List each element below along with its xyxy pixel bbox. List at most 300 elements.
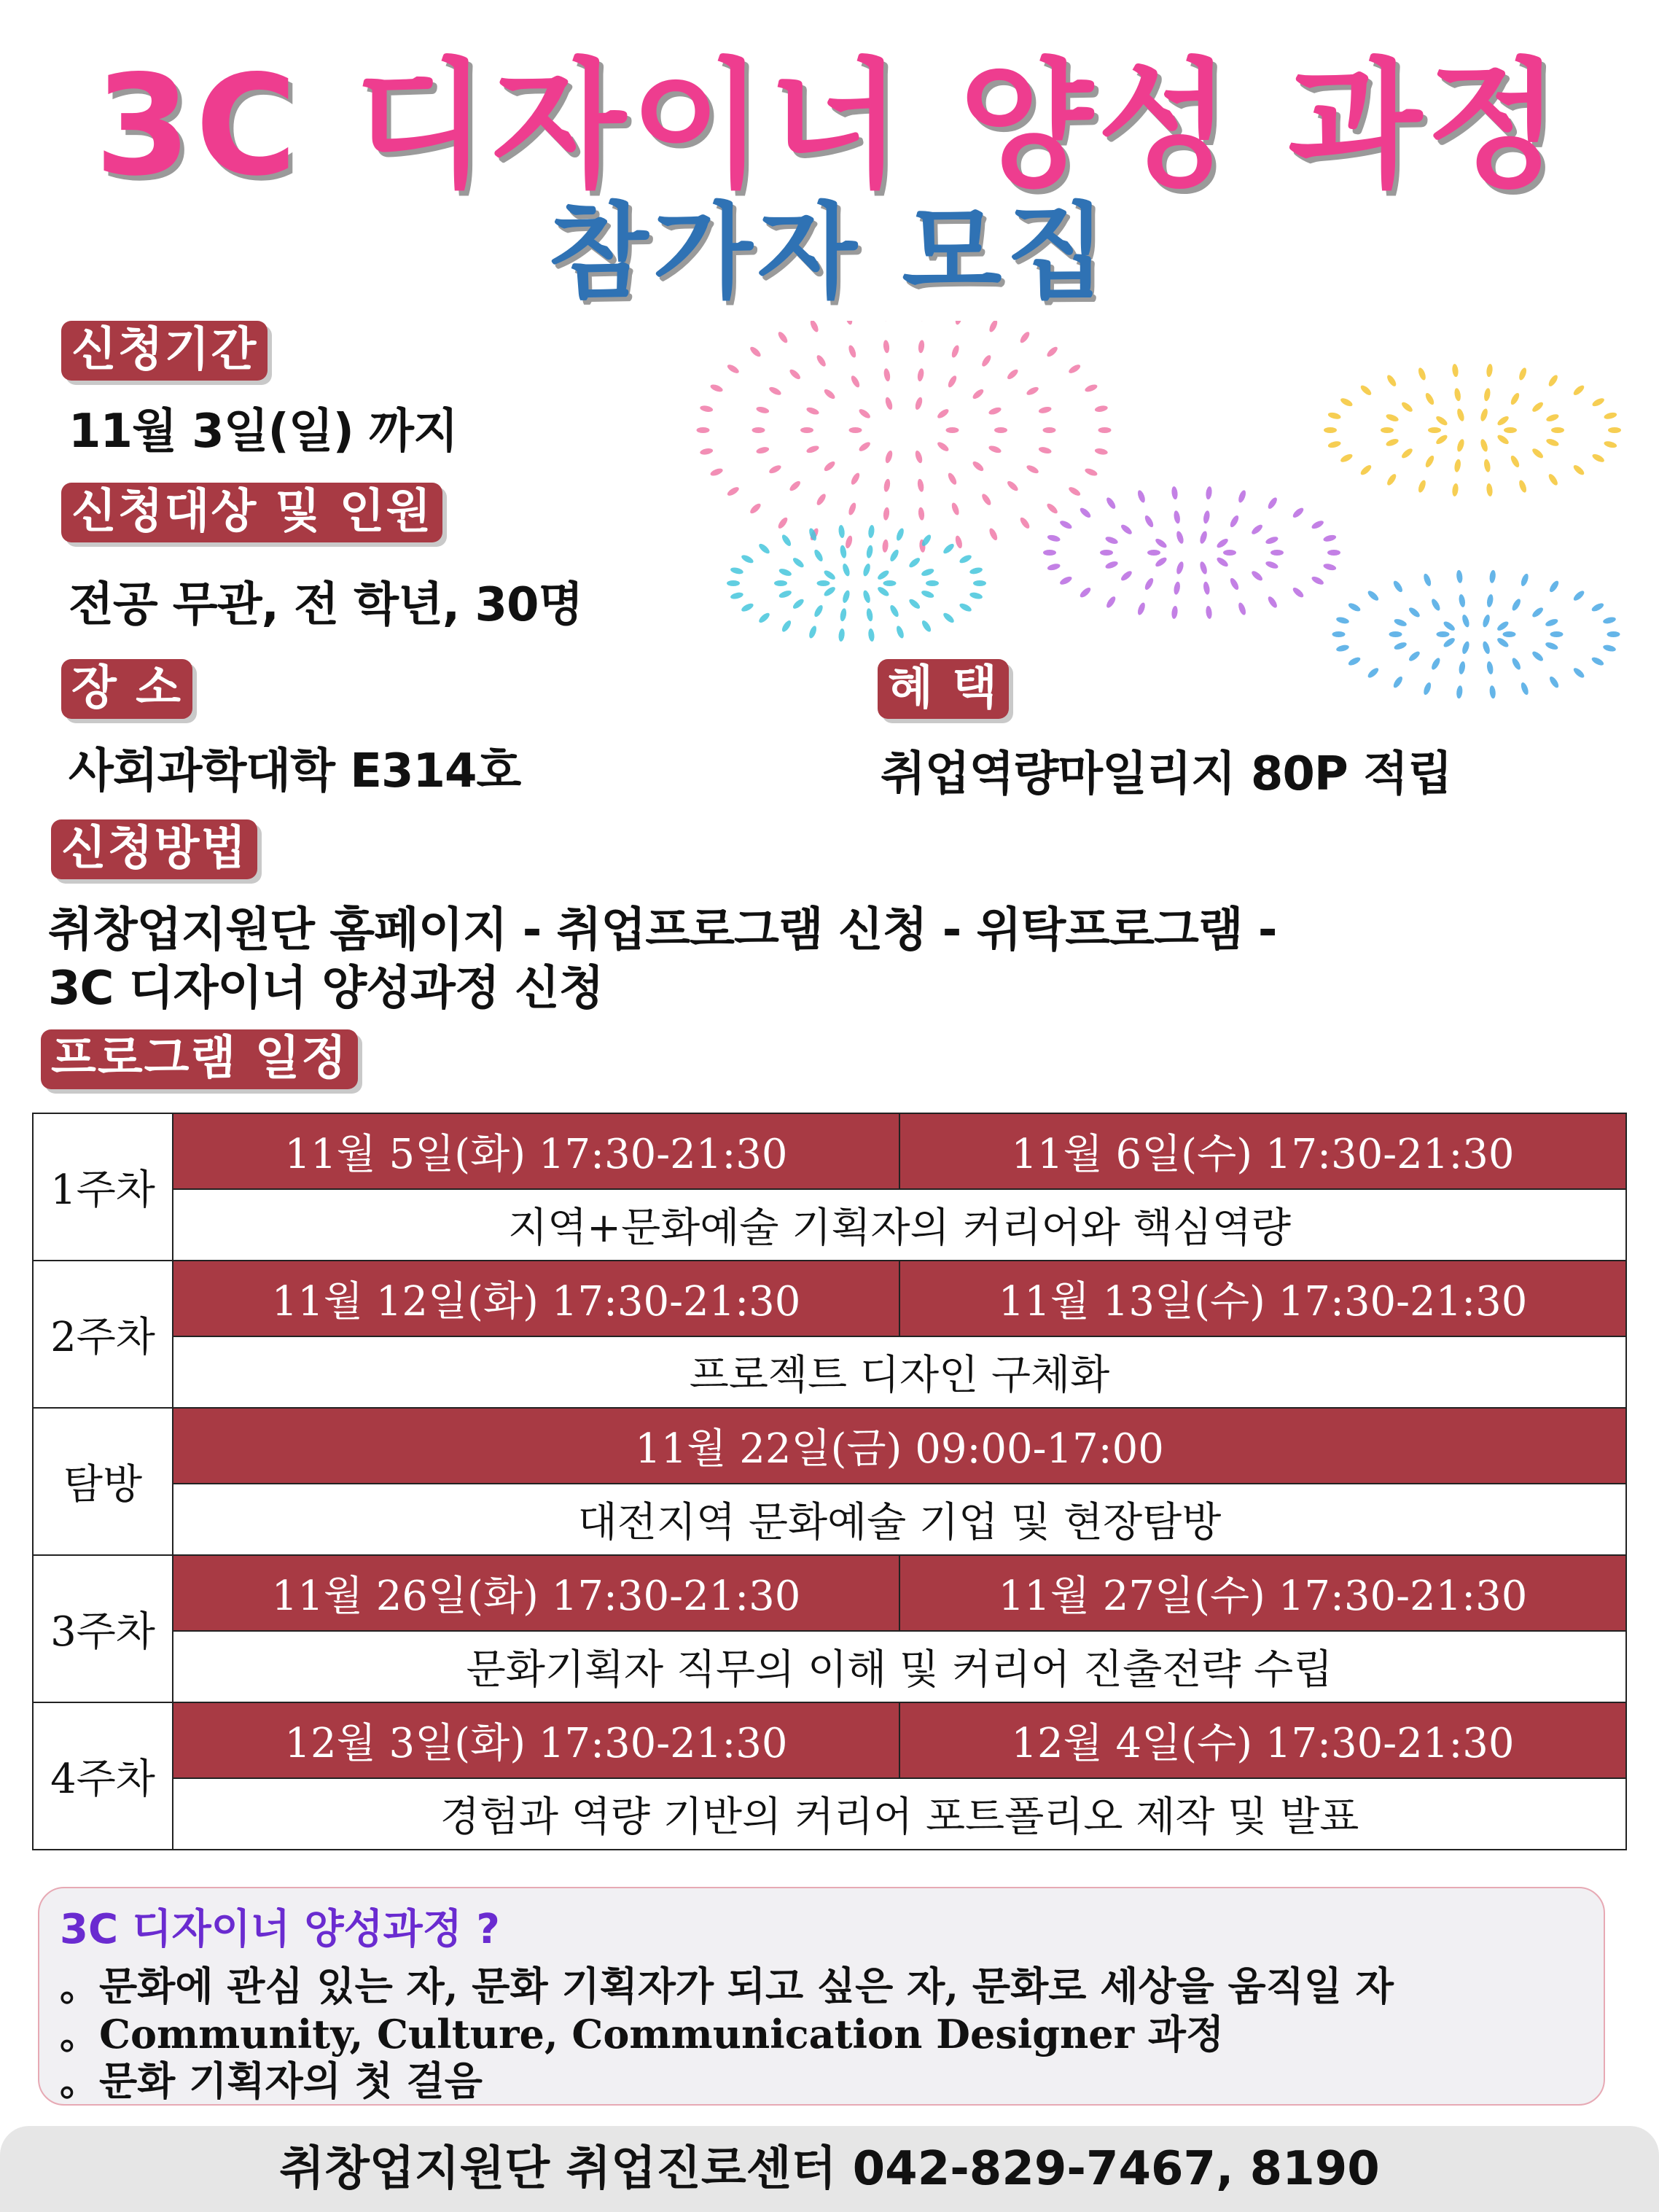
firework-spark xyxy=(1486,364,1493,378)
table-row xyxy=(33,1113,1626,1189)
firework-spark xyxy=(1391,675,1404,689)
firework-spark xyxy=(1545,618,1559,628)
firework-spark xyxy=(947,375,959,389)
firework-spark xyxy=(1079,586,1093,599)
firework-spark xyxy=(813,548,824,563)
firework-spark xyxy=(1602,616,1616,625)
firework-spark xyxy=(1026,464,1040,475)
session-date: 11월 27일(수) 17:30-21:30 xyxy=(899,1555,1626,1631)
firework-spark xyxy=(1385,413,1400,423)
firework-spark xyxy=(1043,427,1056,433)
week-label: 탐방 xyxy=(33,1408,173,1555)
firework-spark xyxy=(1386,472,1398,486)
table-row xyxy=(33,1408,1626,1484)
firework-spark xyxy=(1266,595,1279,609)
firework-spark xyxy=(1400,400,1414,413)
place-value: 사회과학대학 E314호 xyxy=(69,744,521,798)
firework-spark xyxy=(1175,561,1184,575)
firework-spark xyxy=(1393,618,1408,628)
firework-spark xyxy=(1456,408,1465,422)
firework-spark xyxy=(921,589,935,599)
firework-spark xyxy=(1496,415,1510,427)
week-label: 1주차 xyxy=(33,1113,173,1261)
firework-spark xyxy=(697,427,710,433)
firework-spark xyxy=(1590,601,1605,612)
firework-spark xyxy=(866,545,874,558)
firework-spark xyxy=(980,492,993,506)
firework-spark xyxy=(1486,593,1494,607)
firework-spark xyxy=(866,608,874,622)
firework-spark xyxy=(1229,577,1241,591)
firework-spark xyxy=(1098,427,1112,433)
firework-spark xyxy=(954,535,964,550)
firework-spark xyxy=(858,408,872,420)
firework-spark xyxy=(988,527,999,542)
firework-spark xyxy=(1400,447,1414,460)
firework-spark xyxy=(1604,440,1617,449)
firework-spark xyxy=(1456,685,1463,699)
about-line-1: 。문화에 관심 있는 자, 문화 기획자가 되고 싶은 자, 문화로 세상을 움직일 자 xyxy=(60,1963,1394,2009)
firework-spark xyxy=(895,625,905,639)
firework-spark xyxy=(959,553,973,564)
firework-spark xyxy=(973,580,986,586)
firework-spark xyxy=(1229,514,1241,529)
firework-spark xyxy=(1173,510,1181,524)
poster-subtitle: 참가자 모집 xyxy=(548,192,1111,313)
session-date: 12월 4일(수) 17:30-21:30 xyxy=(899,1702,1626,1778)
firework-spark xyxy=(1510,392,1521,406)
firework-spark xyxy=(1359,464,1373,477)
firework-spark xyxy=(823,569,837,581)
firework-spark xyxy=(1104,535,1119,545)
firework-spark xyxy=(823,388,837,401)
firework-spark xyxy=(1154,556,1168,568)
firework-spark xyxy=(730,591,743,600)
firework-spark xyxy=(1270,550,1284,556)
firework-spark xyxy=(1359,383,1373,397)
firework-spark xyxy=(1548,675,1561,689)
firework-spark xyxy=(1026,386,1040,397)
firework-spark xyxy=(700,405,714,413)
firework-spark xyxy=(1175,530,1184,545)
firework-spark xyxy=(1417,367,1427,381)
firework-spark xyxy=(815,492,827,506)
firework-spark xyxy=(849,427,862,433)
firework-spark xyxy=(1047,534,1061,542)
session-topic: 프로젝트 디자인 구체화 xyxy=(173,1336,1626,1408)
firework-spark xyxy=(1347,601,1362,612)
firework-spark xyxy=(921,619,933,633)
firework-spark xyxy=(1018,516,1031,530)
firework-spark xyxy=(709,467,724,478)
firework-spark xyxy=(1451,483,1459,496)
firework-spark xyxy=(1265,535,1279,545)
firework-spark xyxy=(792,597,805,610)
firework-spark xyxy=(749,502,762,515)
firework-spark xyxy=(1250,523,1264,536)
firework-spark xyxy=(727,580,740,586)
firework-spark xyxy=(1510,657,1522,671)
firework-spark xyxy=(1503,631,1516,637)
firework-spark xyxy=(1045,502,1059,515)
firework-spark xyxy=(1604,411,1617,420)
session-date: 12월 3일(화) 17:30-21:30 xyxy=(173,1702,899,1778)
firework-spark xyxy=(1504,427,1517,433)
firework-spark xyxy=(1591,397,1606,408)
firework-spark xyxy=(884,397,894,411)
firework-spark xyxy=(988,406,1002,416)
firework-spark xyxy=(1292,506,1305,519)
firework-spark xyxy=(1520,573,1530,588)
firework-spark xyxy=(1199,561,1209,575)
firework-spark xyxy=(1458,661,1466,674)
firework-spark xyxy=(726,363,741,375)
firework-spark xyxy=(883,368,891,382)
firework-spark xyxy=(1417,479,1427,494)
firework-spark xyxy=(1437,631,1450,637)
week-label: 3주차 xyxy=(33,1555,173,1702)
firework-spark xyxy=(1590,655,1605,666)
table-row xyxy=(33,1778,1626,1850)
firework-spark xyxy=(988,321,999,333)
firework-spark xyxy=(778,589,792,599)
firework-spark xyxy=(883,507,890,521)
firework-spark xyxy=(1572,383,1586,397)
firework-spark xyxy=(809,321,820,333)
firework-spark xyxy=(1551,427,1564,433)
firework-spark xyxy=(947,472,959,486)
firework-spark xyxy=(850,472,862,486)
firework-spark xyxy=(1428,427,1441,433)
firework-spark xyxy=(805,406,820,416)
firework-spark xyxy=(841,563,851,577)
week-label: 4주차 xyxy=(33,1702,173,1850)
firework-spark xyxy=(1266,496,1279,510)
session-topic: 지역+문화예술 기획자의 커리어와 핵심역량 xyxy=(173,1189,1626,1261)
firework-spark xyxy=(815,354,827,367)
firework-spark xyxy=(1456,438,1465,453)
firework-spark xyxy=(936,440,950,453)
firework-spark xyxy=(700,448,714,456)
firework-spark xyxy=(862,563,872,577)
firework-spark xyxy=(757,542,771,556)
firework-spark xyxy=(858,440,872,453)
firework-spark xyxy=(994,427,1007,433)
target-value: 전공 무관, 전 학년, 30명 xyxy=(69,578,583,632)
firework-spark xyxy=(757,611,771,624)
firework-spark xyxy=(1171,605,1178,619)
firework-spark xyxy=(1510,598,1522,612)
firework-spark xyxy=(1385,437,1400,448)
firework-spark xyxy=(1043,550,1056,556)
firework-spark xyxy=(907,597,921,610)
firework-spark xyxy=(919,321,926,322)
firework-spark xyxy=(867,525,875,539)
poster-title: 3C 디자이너 양성 과정 xyxy=(94,45,1565,206)
firework-spark xyxy=(918,340,925,354)
firework-spark xyxy=(942,611,956,624)
firework-spark xyxy=(889,604,900,618)
firework-spark xyxy=(841,590,851,604)
firework-spark xyxy=(1100,550,1113,556)
firework-spark xyxy=(1510,454,1521,469)
firework-spark xyxy=(1496,620,1510,632)
table-row xyxy=(33,1702,1626,1778)
firework-spark xyxy=(730,566,743,575)
firework-spark xyxy=(1489,569,1496,583)
firework-spark xyxy=(838,628,846,642)
firework-spark xyxy=(1422,573,1432,588)
firework-spark xyxy=(1367,666,1381,679)
firework-spark xyxy=(1483,388,1491,402)
firework-spark xyxy=(805,444,820,454)
firework-spark xyxy=(917,478,925,492)
firework-spark xyxy=(1136,489,1147,504)
firework-spark xyxy=(1572,666,1586,679)
firework-spark xyxy=(1486,483,1493,496)
firework-spark xyxy=(823,585,837,598)
firework-spark xyxy=(1430,598,1442,612)
session-topic: 대전지역 문화예술 기업 및 현장탐방 xyxy=(173,1484,1626,1555)
firework-spark xyxy=(808,625,818,639)
firework-spark xyxy=(1215,537,1229,550)
firework-spark xyxy=(1045,345,1059,358)
firework-spark xyxy=(1292,586,1305,599)
about-line-3: 。문화 기획자의 첫 걸음 xyxy=(60,2057,483,2104)
about-line-2: 。Community, Culture, Communication Designer 과정 xyxy=(60,2011,1225,2057)
firework-spark xyxy=(1094,448,1108,456)
firework-spark xyxy=(768,386,783,397)
benefit-value: 취업역량마일리지 80P 적립 xyxy=(881,747,1452,801)
firework-spark xyxy=(1424,392,1436,406)
firework-spark xyxy=(1332,631,1346,637)
firework-spark xyxy=(1572,589,1586,602)
schedule-label: 프로그램 일정 xyxy=(41,1029,358,1089)
firework-spark xyxy=(1144,514,1155,529)
firework-spark xyxy=(1079,506,1093,519)
firework-spark xyxy=(1518,367,1528,381)
firework-spark xyxy=(959,601,973,612)
firework-spark xyxy=(817,580,830,586)
firework-spark xyxy=(1430,657,1442,671)
firework-spark xyxy=(936,408,950,420)
firework-spark xyxy=(1136,601,1147,616)
firework-spark xyxy=(1347,655,1362,666)
firework-spark xyxy=(1393,641,1408,651)
firework-spark xyxy=(882,321,889,322)
firework-spark xyxy=(1482,641,1491,655)
firework-spark xyxy=(950,344,961,359)
firework-spark xyxy=(889,548,900,563)
table-row xyxy=(33,1631,1626,1702)
firework-spark xyxy=(1265,560,1279,570)
firework-spark xyxy=(1389,631,1402,637)
firework-spark xyxy=(1120,523,1133,536)
firework-spark xyxy=(1408,650,1421,663)
about-box xyxy=(38,1887,1605,2106)
firework-spark xyxy=(883,478,891,492)
table-row xyxy=(33,1261,1626,1336)
firework-spark xyxy=(1386,373,1398,387)
firework-spark xyxy=(749,345,762,358)
firework-spark xyxy=(1480,408,1489,422)
session-date: 11월 13일(수) 17:30-21:30 xyxy=(899,1261,1626,1336)
firework-spark xyxy=(1547,472,1559,486)
firework-spark xyxy=(847,344,857,359)
firework-spark xyxy=(1084,383,1098,393)
firework-spark xyxy=(781,534,793,548)
firework-spark xyxy=(1545,413,1560,423)
firework-spark xyxy=(1324,427,1337,433)
firework-spark xyxy=(1453,459,1461,472)
firework-spark xyxy=(1327,411,1341,420)
firework-spark xyxy=(1154,537,1168,550)
firework-spark xyxy=(768,464,783,475)
firework-spark xyxy=(778,567,792,577)
firework-spark xyxy=(969,566,983,575)
firework-spark xyxy=(1483,459,1491,472)
firework-spark xyxy=(1531,650,1545,663)
firework-spark xyxy=(971,388,985,401)
firework-spark xyxy=(1550,631,1564,637)
firework-spark xyxy=(1531,447,1545,460)
firework-spark xyxy=(752,427,765,433)
firework-spark xyxy=(1339,397,1354,408)
session-date: 11월 5일(화) 17:30-21:30 xyxy=(173,1113,899,1189)
firework-spark xyxy=(1422,682,1432,696)
firework-spark xyxy=(1443,636,1456,649)
period-value: 11월 3일(일) 까지 xyxy=(69,405,458,459)
firework-spark xyxy=(756,405,770,414)
firework-spark xyxy=(884,450,894,464)
firework-spark xyxy=(980,354,993,367)
firework-spark xyxy=(946,427,959,433)
firework-spark xyxy=(1456,569,1463,583)
about-title: 3C 디자이너 양성과정 ? xyxy=(60,1906,500,1953)
firework-spark xyxy=(1391,580,1404,593)
target-label: 신청대상 및 인원 xyxy=(61,483,442,542)
firework-spark xyxy=(1084,467,1098,478)
firework-spark xyxy=(1038,446,1052,455)
firework-spark xyxy=(1120,569,1133,583)
firework-spark xyxy=(1434,433,1448,445)
firework-spark xyxy=(876,569,890,581)
firework-spark xyxy=(774,580,787,586)
firework-spark xyxy=(1205,486,1212,500)
week-label: 2주차 xyxy=(33,1261,173,1408)
firework-spark xyxy=(950,502,961,516)
firework-spark xyxy=(1203,510,1211,524)
firework-spark xyxy=(788,367,802,381)
firework-spark xyxy=(1608,427,1621,433)
firework-spark xyxy=(1311,575,1325,586)
firework-spark xyxy=(800,427,813,433)
firework-spark xyxy=(1545,437,1560,448)
firework-spark xyxy=(1205,605,1212,619)
firework-spark xyxy=(1531,400,1545,413)
firework-spark xyxy=(876,585,890,598)
firework-spark xyxy=(1006,480,1020,493)
firework-spark xyxy=(1480,438,1489,453)
firework-spark xyxy=(1602,644,1616,653)
firework-spark xyxy=(1047,563,1061,572)
firework-spark xyxy=(1018,330,1031,344)
firework-spark xyxy=(1461,614,1470,628)
firework-spark xyxy=(969,591,983,600)
firework-spark xyxy=(781,619,793,633)
place-label: 장 소 xyxy=(61,659,192,719)
firework-spark xyxy=(741,601,755,612)
firework-spark xyxy=(1038,405,1052,414)
firework-spark xyxy=(1520,682,1530,696)
firework-spark xyxy=(1591,453,1606,464)
session-date: 11월 26일(화) 17:30-21:30 xyxy=(173,1555,899,1631)
firework-spark xyxy=(792,556,805,569)
firework-spark xyxy=(883,340,890,354)
firework-spark xyxy=(847,502,857,516)
fireworks-illustration xyxy=(656,321,1633,700)
firework-spark xyxy=(1486,661,1494,674)
firework-spark xyxy=(1105,496,1117,510)
firework-spark xyxy=(1104,560,1119,570)
firework-spark xyxy=(726,486,741,497)
firework-spark xyxy=(776,516,789,530)
table-row xyxy=(33,1336,1626,1408)
method-label: 신청방법 xyxy=(51,819,257,879)
firework-spark xyxy=(1199,530,1209,545)
firework-spark xyxy=(1496,433,1510,445)
firework-spark xyxy=(942,542,956,556)
firework-spark xyxy=(1453,388,1461,402)
firework-spark xyxy=(741,553,755,564)
firework-spark xyxy=(813,604,824,618)
firework-spark xyxy=(1067,363,1082,375)
firework-spark xyxy=(756,446,770,455)
firework-spark xyxy=(850,375,862,389)
firework-spark xyxy=(776,330,789,344)
firework-spark xyxy=(918,507,925,521)
benefit-label: 혜 택 xyxy=(878,659,1009,719)
firework-spark xyxy=(1458,593,1466,607)
firework-spark xyxy=(882,539,889,553)
firework-spark xyxy=(1237,601,1247,616)
session-topic: 경험과 역량 기반의 커리어 포트폴리오 제작 및 발표 xyxy=(173,1778,1626,1850)
session-topic: 문화기획자 직무의 이해 및 커리어 진출전략 수립 xyxy=(173,1631,1626,1702)
firework-spark xyxy=(1424,454,1436,469)
schedule-table xyxy=(32,1113,1627,1850)
firework-spark xyxy=(1335,644,1349,653)
firework-spark xyxy=(862,590,872,604)
firework-spark xyxy=(1323,534,1337,542)
firework-spark xyxy=(1451,364,1459,378)
firework-spark xyxy=(1058,519,1073,530)
firework-spark xyxy=(844,535,854,550)
period-label: 신청기간 xyxy=(61,321,268,381)
firework-spark xyxy=(709,383,724,393)
firework-spark xyxy=(914,450,924,464)
contact-footer: 취창업지원단 취업진로센터 042-829-7467, 8190 xyxy=(0,2126,1659,2212)
firework-spark xyxy=(883,580,897,586)
firework-spark xyxy=(1443,620,1456,632)
firework-spark xyxy=(1335,616,1349,625)
firework-spark xyxy=(1547,373,1559,387)
firework-spark xyxy=(954,321,964,325)
firework-spark xyxy=(1496,636,1510,649)
firework-spark xyxy=(1311,519,1325,530)
firework-spark xyxy=(1489,685,1496,699)
session-date: 11월 6일(수) 17:30-21:30 xyxy=(899,1113,1626,1189)
firework-spark xyxy=(1215,556,1229,568)
